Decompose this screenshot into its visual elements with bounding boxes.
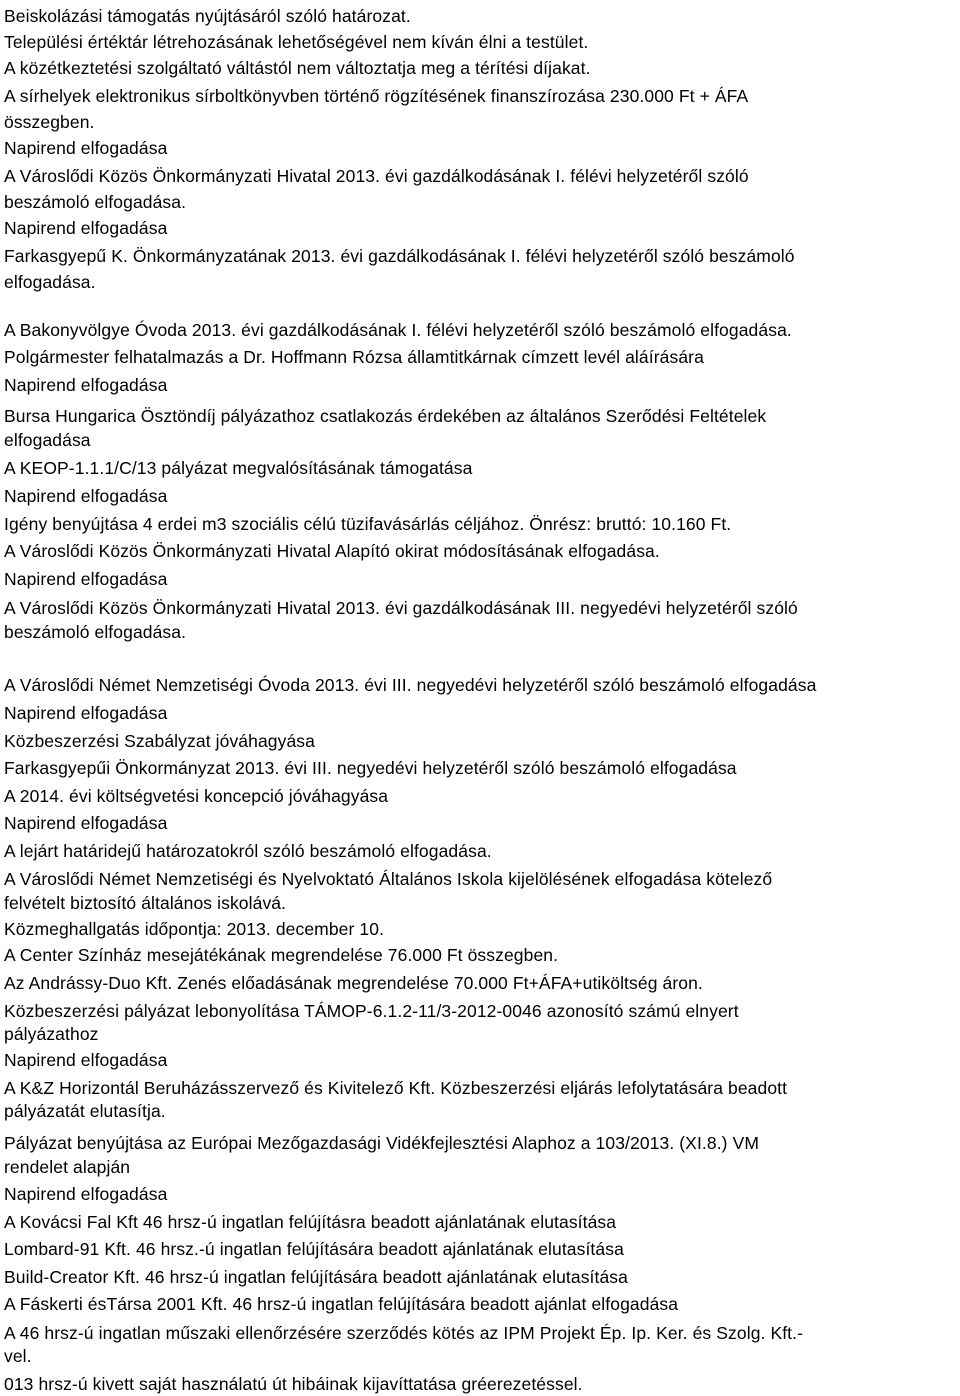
text-line: Napirend elfogadása (4, 1184, 168, 1204)
text-line: A K&Z Horizontál Beruházásszervező és Kivitelező Kft. Közbeszerzési eljárás lefolytatására beadott (4, 1078, 788, 1098)
text-line: Napirend elfogadása (4, 569, 168, 589)
text-line: Az Andrássy-Duo Kft. Zenés előadásának megrendelése 70.000 Ft+ÁFA+utiköltség áron. (4, 973, 703, 993)
text-line: Napirend elfogadása (4, 218, 168, 238)
text-line: Közbeszerzési Szabályzat jóváhagyása (4, 731, 315, 751)
text-line: A közétkeztetési szolgáltató váltástól nem változtatja meg a térítési díjakat. (4, 58, 591, 78)
text-line: A Fáskerti ésTársa 2001 Kft. 46 hrsz-ú ingatlan felújítására beadott ajánlat elfogadása (4, 1294, 679, 1314)
text-line: A 46 hrsz-ú ingatlan műszaki ellenőrzésére szerződés kötés az IPM Projekt Ép. Ip. Ker. és Szolg. Kft.- (4, 1323, 804, 1343)
text-line: Polgármester felhatalmazás a Dr. Hoffmann Rózsa államtitkárnak címzett levél aláírására (4, 347, 704, 367)
text-line: Pályázat benyújtása az Európai Mezőgazdasági Vidékfejlesztési Alaphoz a 103/2013. (XI.8.) VM (4, 1133, 760, 1153)
text-line: Napirend elfogadása (4, 375, 168, 395)
text-line: beszámoló elfogadása. (4, 192, 187, 212)
text-line: Napirend elfogadása (4, 813, 168, 833)
text-line: pályázathoz (4, 1024, 99, 1044)
text-line: elfogadása (4, 430, 91, 450)
text-line: Beiskolázási támogatás nyújtásáról szóló határozat. (4, 6, 411, 26)
text-line: összegben. (4, 112, 95, 132)
text-line: Napirend elfogadása (4, 703, 168, 723)
text-line: A sírhelyek elektronikus sírboltkönyvben történő rögzítésének finanszírozása 230.000 Ft + ÁFA (4, 86, 749, 106)
text-line: Napirend elfogadása (4, 1050, 168, 1070)
text-line: vel. (4, 1346, 32, 1366)
text-line: A Bakonyvölgye Óvoda 2013. évi gazdálkodásának I. félévi helyzetéről szóló beszámoló elfogadása. (4, 320, 792, 340)
text-line: elfogadása. (4, 272, 96, 292)
text-line: beszámoló elfogadása. (4, 622, 187, 642)
text-line: A 2014. évi költségvetési koncepció jóváhagyása (4, 786, 389, 806)
text-line: Napirend elfogadása (4, 138, 168, 158)
text-line: Napirend elfogadása (4, 486, 168, 506)
text-line: Lombard-91 Kft. 46 hrsz.-ú ingatlan felújítására beadott ajánlatának elutasítása (4, 1239, 624, 1259)
text-line: A Városlődi Német Nemzetiségi és Nyelvoktató Általános Iskola kijelölésének elfogadása kötelező (4, 869, 773, 889)
text-line: A Városlődi Közös Önkormányzati Hivatal Alapító okirat módosításának elfogadása. (4, 541, 660, 561)
text-line: 013 hrsz-ú kivett saját használatú út hibáinak kijavíttatása gréerezetéssel. (4, 1374, 583, 1394)
text-line: A Városlődi Német Nemzetiségi Óvoda 2013. évi III. negyedévi helyzetéről szóló beszámoló elfogadása (4, 675, 817, 695)
text-line: rendelet alapján (4, 1157, 131, 1177)
text-line: A Városlődi Közös Önkormányzati Hivatal 2013. évi gazdálkodásának III. negyedévi helyzetéről szóló (4, 598, 798, 618)
text-line: A KEOP-1.1.1/C/13 pályázat megvalósításának támogatása (4, 458, 473, 478)
text-line: Közmeghallgatás időpontja: 2013. december 10. (4, 919, 385, 939)
text-line: A lejárt határidejű határozatokról szóló beszámoló elfogadása. (4, 841, 492, 861)
text-line: felvételt biztosító általános iskolává. (4, 893, 287, 913)
text-line: A Center Színház mesejátékának megrendelése 76.000 Ft összegben. (4, 945, 559, 965)
text-line: Települési értéktár létrehozásának lehetőségével nem kíván élni a testület. (4, 32, 589, 52)
text-line: Igény benyújtása 4 erdei m3 szociális célú tüzifavásárlás céljához. Önrész: bruttó: 10.160 Ft. (4, 514, 732, 534)
text-line: A Városlődi Közös Önkormányzati Hivatal 2013. évi gazdálkodásának I. félévi helyzetéről szóló (4, 166, 749, 186)
text-line: Farkasgyepű K. Önkormányzatának 2013. évi gazdálkodásának I. félévi helyzetéről szóló beszámoló (4, 246, 795, 266)
text-line: A Kovácsi Fal Kft 46 hrsz-ú ingatlan felújításra beadott ajánlatának elutasítása (4, 1212, 617, 1232)
text-line: pályázatát elutasítja. (4, 1101, 166, 1121)
text-line: Farkasgyepűi Önkormányzat 2013. évi III. negyedévi helyzetéről szóló beszámoló elfogadása (4, 758, 737, 778)
text-line: Bursa Hungarica Ösztöndíj pályázathoz csatlakozás érdekében az általános Szerődési Feltételek (4, 406, 767, 426)
text-line: Build-Creator Kft. 46 hrsz-ú ingatlan felújítására beadott ajánlatának elutasítása (4, 1267, 628, 1287)
text-line: Közbeszerzési pályázat lebonyolítása TÁMOP-6.1.2-11/3-2012-0046 azonosító számú elnyert (4, 1001, 739, 1021)
